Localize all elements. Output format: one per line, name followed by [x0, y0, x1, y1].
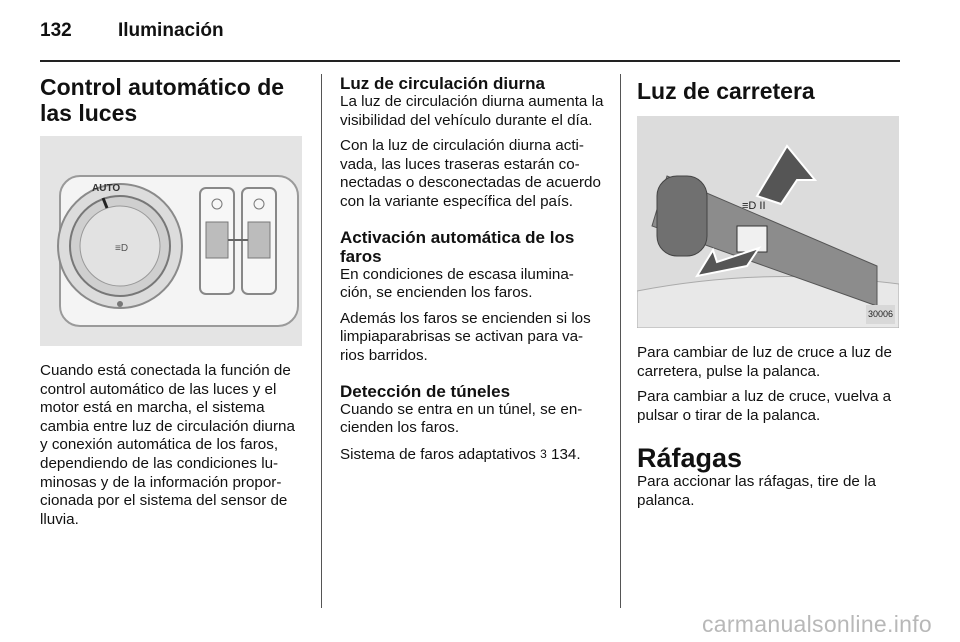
- svg-text:≡D II: ≡D II: [742, 200, 766, 212]
- section-title: Control automático de las luces: [40, 74, 285, 126]
- lever-figure: [637, 116, 899, 328]
- column-2: [340, 74, 605, 471]
- body-text: Para cambiar a luz de cruce, vuelva a pulsar o tirar de la palanca.: [637, 388, 892, 424]
- watermark: carmanualsonline.info: [701, 611, 932, 637]
- body-text: En condiciones de escasa ilumina-ción, se encienden los faros.: [340, 265, 574, 302]
- column-3: [637, 74, 902, 518]
- column-divider: [321, 74, 322, 608]
- chapter-title: Iluminación: [118, 20, 224, 41]
- svg-text:≡D: ≡D: [115, 243, 129, 254]
- body-text: Con la luz de circulación diurna acti-vada, las luces traseras estarán co-nectadas o desconectadas de acuerdo con la variante específica del país.: [340, 137, 601, 210]
- page-number: 132: [40, 20, 72, 41]
- turn-signal-lever-icon: [637, 116, 899, 328]
- body-text: Cuando se entra en un túnel, se en-cienden los faros.: [340, 400, 583, 437]
- section-title: Detección de túneles: [340, 381, 511, 401]
- body-text: Además los faros se encienden si los limpiaparabrisas se activan para va-rios barridos.: [340, 309, 591, 364]
- headlight-switch-icon: [40, 136, 302, 346]
- section-title: Activación automática de los faros: [340, 227, 575, 266]
- reference-text: Sistema de faros adaptativos: [340, 445, 536, 463]
- section-title: Ráfagas: [637, 443, 743, 474]
- reference-page: 134.: [551, 445, 581, 463]
- svg-text:AUTO: AUTO: [92, 183, 121, 194]
- body-text: Para cambiar de luz de cruce a luz de carretera, pulse la palanca.: [637, 344, 892, 380]
- column-divider: [620, 74, 621, 608]
- body-text: La luz de circulación diurna aumenta la visibilidad del vehículo durante el día.: [340, 93, 604, 129]
- cross-reference[interactable]: [340, 445, 605, 465]
- figure-number: 30006: [866, 305, 895, 324]
- headlight-switch-figure: [40, 136, 302, 346]
- header-divider: [40, 60, 900, 62]
- page-header: [40, 14, 900, 60]
- body-text: Cuando está conectada la función de control automático de las luces y el motor está en marcha, el sistema cambia entre luz de circulación diurna y conexión automática de los faros, dependiendo de las condiciones lu-minosas y de la información propor-cionada por el sistema del sensor de lluvia.: [40, 362, 295, 528]
- section-title: Luz de circulación diurna: [340, 74, 545, 93]
- column-1: [40, 74, 305, 536]
- body-text: Para accionar las ráfagas, tire de la palanca.: [637, 473, 876, 509]
- page-reference-arrow-icon: 3: [540, 446, 547, 461]
- section-title: Luz de carretera: [637, 78, 815, 104]
